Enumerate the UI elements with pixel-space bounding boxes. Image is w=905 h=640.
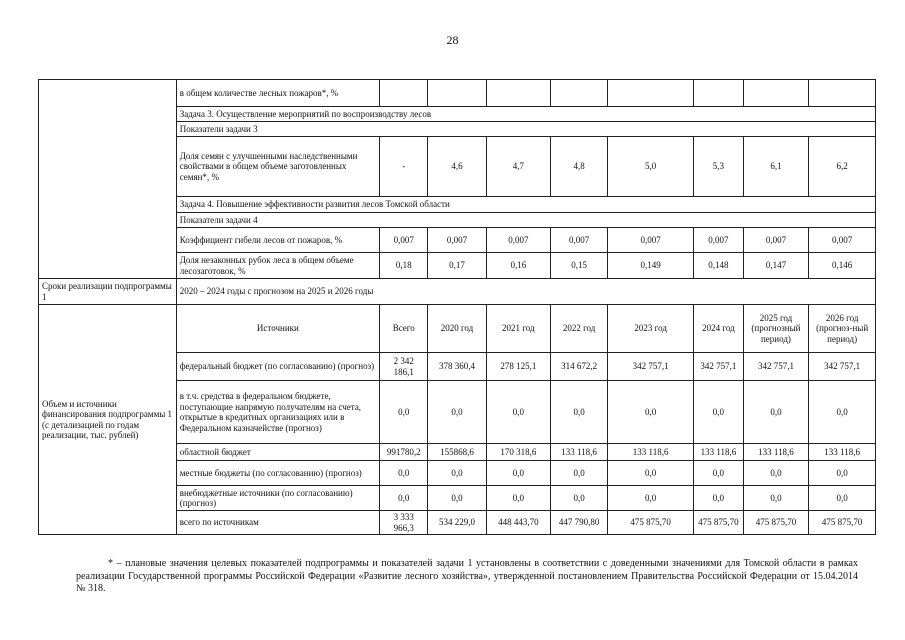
header-year: 2023 год: [608, 305, 694, 353]
cell-value: [380, 80, 428, 107]
cell-value: 0,0: [380, 486, 428, 511]
cell-value: 534 229,0: [428, 511, 486, 535]
cell-value: 314 672,2: [551, 353, 608, 381]
cell-value: [694, 80, 743, 107]
footnote: [76, 558, 858, 596]
terms-value: 2020 – 2024 годы с прогнозом на 2025 и 2026 годы: [176, 279, 875, 305]
header-year: 2022 год: [551, 305, 608, 353]
cell-value: 0,17: [428, 253, 486, 279]
cell-value: 475 875,70: [743, 511, 809, 535]
cell-value: [608, 80, 694, 107]
cell-value: 0,007: [809, 228, 876, 253]
cell-value: 133 118,6: [694, 444, 743, 461]
finance-label: Объем и источники финансирования подпрограммы 1 (с детализацией по годам реализации, тыс. рублей): [39, 305, 177, 535]
terms-label: Сроки реализации подпрограммы 1: [39, 279, 177, 305]
indicator-label: Доля незаконных рубок леса в общем объеме лесозаготовок, %: [176, 253, 379, 279]
source-label: в т.ч. средства в федеральном бюджете, поступающие напрямую получателям на счета, открытые в кредитных организациях или в Федеральном казначействе (прогноз): [176, 381, 379, 444]
cell-value: 0,0: [551, 461, 608, 486]
cell-value: 0,0: [809, 486, 876, 511]
cell-value: 4,6: [428, 137, 486, 197]
cell-value: 0,0: [486, 461, 551, 486]
cell-value: [428, 80, 486, 107]
cell-value: 475 875,70: [809, 511, 876, 535]
cell-value: 342 757,1: [743, 353, 809, 381]
cell-value: 0,0: [428, 381, 486, 444]
cell-value: 0,0: [694, 486, 743, 511]
left-column-empty: [39, 80, 177, 279]
cell-value: 0,0: [428, 486, 486, 511]
cell-value: 342 757,1: [694, 353, 743, 381]
indicator-label: Коэффициент гибели лесов от пожаров, %: [176, 228, 379, 253]
cell-value: 0,007: [380, 228, 428, 253]
cell-value: 447 790,80: [551, 511, 608, 535]
header-sources: Источники: [176, 305, 379, 353]
footnote-text: * – плановые значения целевых показателей подпрограммы и показателей задачи 1 установлены в соответствии с доведенными значениями для Томской области в рамках реализации Государственной программы Российской Федерации «Развитие лесного хозяйства», утвержденной постановлением Правительства Российской Федерации от 15.04.2014 № 318.: [76, 558, 858, 594]
cell-value: [486, 80, 551, 107]
cell-value: 0,007: [486, 228, 551, 253]
cell-value: 0,0: [551, 486, 608, 511]
task-4-title: Задача 4. Повышение эффективности развития лесов Томской области: [176, 197, 875, 213]
table-row: [39, 279, 876, 305]
cell-value: 0,149: [608, 253, 694, 279]
finance-header-row: [39, 305, 876, 353]
cell-value: 6,1: [743, 137, 809, 197]
cell-value: 0,007: [551, 228, 608, 253]
cell-value: 0,147: [743, 253, 809, 279]
cell-value: 475 875,70: [608, 511, 694, 535]
cell-value: 0,0: [809, 381, 876, 444]
cell-value: 0,0: [608, 486, 694, 511]
cell-value: [809, 80, 876, 107]
cell-value: 0,0: [608, 381, 694, 444]
cell-value: -: [380, 137, 428, 197]
cell-value: 133 118,6: [743, 444, 809, 461]
cell-value: 0,0: [486, 381, 551, 444]
cell-value: 0,0: [380, 381, 428, 444]
cell-value: 5,0: [608, 137, 694, 197]
header-year: 2021 год: [486, 305, 551, 353]
cell-value: 991780,2: [380, 444, 428, 461]
cell-value: 0,18: [380, 253, 428, 279]
cell-value: 4,8: [551, 137, 608, 197]
indicator-label: Доля семян с улучшенными наследственными свойствами в общем объеме заготовленных семян*, %: [176, 137, 379, 197]
cell-value: 0,0: [486, 486, 551, 511]
cell-value: 342 757,1: [608, 353, 694, 381]
header-year: 2024 год: [694, 305, 743, 353]
page-number: 28: [446, 33, 459, 47]
cell-value: 0,0: [608, 461, 694, 486]
cell-value: 133 118,6: [809, 444, 876, 461]
cell-value: 0,007: [428, 228, 486, 253]
cell-value: 278 125,1: [486, 353, 551, 381]
header-year: 2026 год (прогноз-ный период): [809, 305, 876, 353]
cell-value: 448 443,70: [486, 511, 551, 535]
cell-value: 0,148: [694, 253, 743, 279]
cell-value: 6,2: [809, 137, 876, 197]
cell-value: 0,0: [380, 461, 428, 486]
cell-value: 133 118,6: [551, 444, 608, 461]
indicator-label: в общем количестве лесных пожаров*, %: [176, 80, 379, 107]
cell-value: 0,0: [428, 461, 486, 486]
cell-value: 155868,6: [428, 444, 486, 461]
cell-value: 0,007: [743, 228, 809, 253]
cell-value: 0,0: [743, 461, 809, 486]
source-label: областной бюджет: [176, 444, 379, 461]
cell-value: 133 118,6: [608, 444, 694, 461]
table-row: [39, 80, 876, 107]
cell-value: 0,0: [743, 486, 809, 511]
source-label: внебюджетные источники (по согласованию) (прогноз): [176, 486, 379, 511]
header-total: Всего: [380, 305, 428, 353]
header-year: 2020 год: [428, 305, 486, 353]
cell-value: [551, 80, 608, 107]
source-label: федеральный бюджет (по согласованию) (прогноз): [176, 353, 379, 381]
cell-value: 0,0: [743, 381, 809, 444]
cell-value: 0,0: [694, 461, 743, 486]
task-3-title: Задача 3. Осуществление мероприятий по воспроизводству лесов: [176, 107, 875, 122]
cell-value: [743, 80, 809, 107]
cell-value: 0,0: [809, 461, 876, 486]
cell-value: 170 318,6: [486, 444, 551, 461]
cell-value: 475 875,70: [694, 511, 743, 535]
cell-value: 0,15: [551, 253, 608, 279]
cell-value: 2 342 186,1: [380, 353, 428, 381]
program-table: [38, 79, 876, 535]
source-label: местные бюджеты (по согласованию) (прогноз): [176, 461, 379, 486]
cell-value: 0,16: [486, 253, 551, 279]
cell-value: 0,0: [551, 381, 608, 444]
header-year: 2025 год (прогнозный период): [743, 305, 809, 353]
cell-value: 342 757,1: [809, 353, 876, 381]
cell-value: 3 333 966,3: [380, 511, 428, 535]
cell-value: 4,7: [486, 137, 551, 197]
cell-value: 0,146: [809, 253, 876, 279]
cell-value: 0,0: [694, 381, 743, 444]
cell-value: 5,3: [694, 137, 743, 197]
cell-value: 378 360,4: [428, 353, 486, 381]
task-4-indicators: Показатели задачи 4: [176, 213, 875, 228]
task-3-indicators: Показатели задачи 3: [176, 122, 875, 137]
cell-value: 0,007: [694, 228, 743, 253]
source-label: всего по источникам: [176, 511, 379, 535]
cell-value: 0,007: [608, 228, 694, 253]
